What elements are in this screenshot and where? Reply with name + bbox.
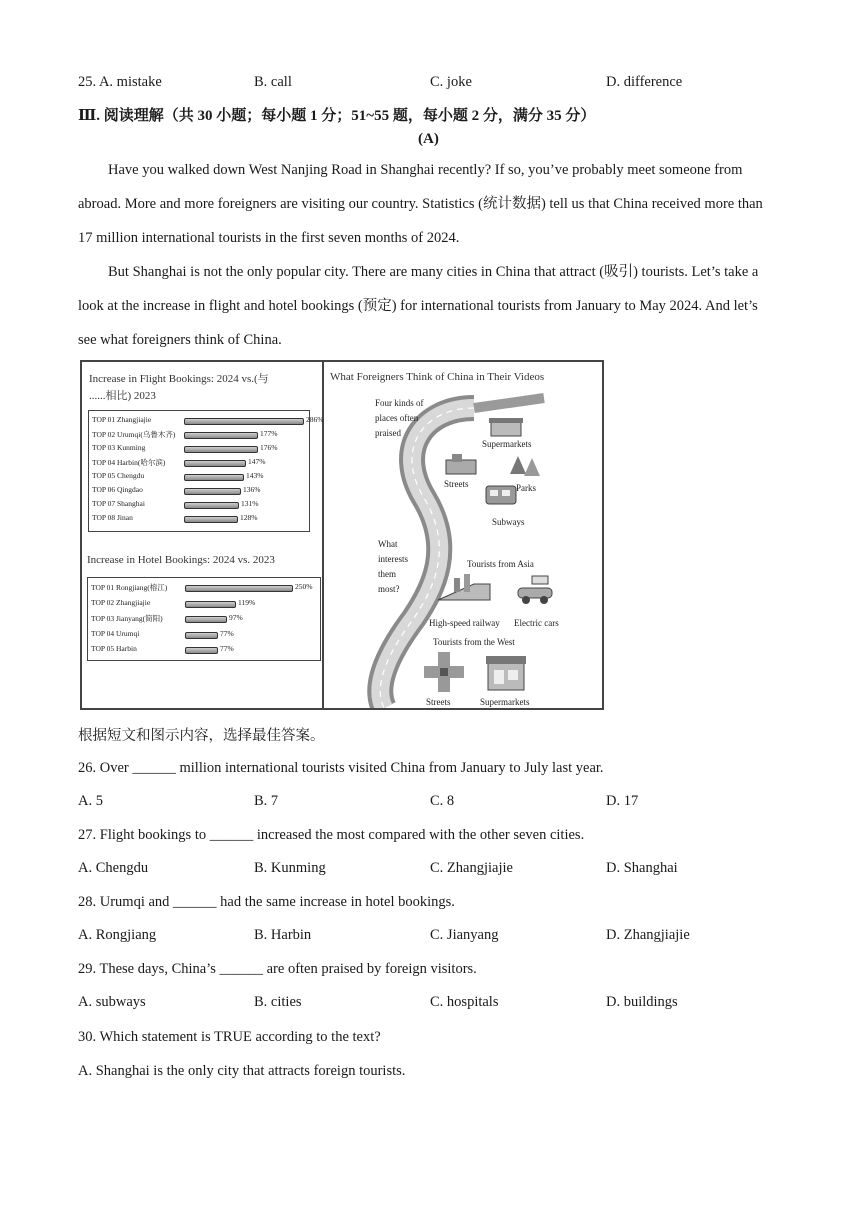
hotel-bar (185, 585, 293, 592)
supermarket-store-icon (484, 650, 528, 694)
question-26-option-b: B. 7 (254, 793, 279, 809)
tourists-west-label: Tourists from the West (433, 637, 515, 647)
flight-city-label: TOP 02 Urumqi(乌鲁木齐) (92, 430, 176, 439)
hotel-bar (185, 647, 218, 654)
flight-value-label: 136% (243, 485, 261, 494)
q25-option-c: C. joke (430, 74, 472, 90)
hotel-row (88, 598, 320, 612)
hotel-city-label: TOP 05 Harbin (91, 644, 137, 653)
interests-label-line3: them (378, 569, 396, 579)
hotel-value-label: 119% (238, 597, 256, 607)
flight-city-label: TOP 05 Chengdu (92, 471, 145, 480)
flight-city-label: TOP 04 Harbin(哈尔滨) (92, 458, 166, 467)
praised-label-line2: places often (375, 413, 419, 423)
flight-row (89, 429, 309, 443)
hotel-bar (185, 616, 227, 623)
railway-label: High-speed railway (429, 618, 500, 628)
infographic (80, 360, 604, 710)
question-29-option-b: B. cities (254, 994, 302, 1010)
flight-chart-title-line2: ......相比) 2023 (89, 390, 156, 402)
question-30-option-a: A. Shanghai is the only city that attracts foreign tourists. (78, 1063, 406, 1079)
question-27-stem: 27. Flight bookings to ______ increased the most compared with the other seven cities. (78, 827, 585, 843)
flight-city-label: TOP 06 Qingdao (92, 485, 143, 494)
praised-label-line3: praised (375, 428, 401, 438)
hotel-bookings-chart (87, 577, 321, 661)
passage-paragraph-2: But Shanghai is not the only popular city. There are many cities in China that attract (吸引) tourists. Let’s take a look at the increase in flight and hotel bookings (预定) for international tourists from January to May 2024. And let’s see what foreigners think of China. (78, 264, 759, 348)
hotel-row (88, 582, 320, 596)
flight-row (89, 471, 309, 485)
flight-row (89, 499, 309, 513)
interests-label-line4: most? (378, 584, 400, 594)
flight-row (89, 443, 309, 457)
flight-row (89, 513, 309, 527)
question-26-option-d: D. 17 (606, 793, 639, 809)
hotel-bar (185, 601, 236, 608)
hotel-value-label: 77% (220, 628, 234, 638)
instruction: 根据短文和图示内容，选择最佳答案。 (78, 728, 325, 744)
flight-bar (184, 474, 244, 481)
parks-icon (508, 454, 544, 482)
flight-bar (184, 502, 239, 509)
flight-value-label: 177% (260, 429, 278, 438)
high-speed-railway-icon (434, 574, 494, 608)
flight-value-label: 176% (260, 443, 278, 452)
flight-bar (184, 432, 258, 439)
question-29-option-a: A. subways (78, 994, 146, 1010)
question-28-option-d: D. Zhangjiajie (606, 927, 690, 943)
hotel-city-label: TOP 04 Urumqi (91, 628, 140, 638)
flight-row (89, 415, 324, 429)
subways-label: Subways (492, 517, 525, 527)
videos-title: What Foreigners Think of China in Their Videos (330, 371, 545, 383)
flight-value-label: 143% (246, 471, 264, 480)
flight-value-label: 286% (306, 415, 324, 424)
question-29-stem: 29. These days, China’s ______ are often praised by foreign visitors. (78, 961, 477, 977)
hotel-city-label: TOP 03 Jianyang(简阳) (91, 614, 163, 623)
q25-option-b: B. call (254, 74, 292, 90)
hotel-row (88, 644, 320, 658)
supermarket-building-icon (487, 414, 527, 438)
question-28-option-b: B. Harbin (254, 927, 312, 943)
question-26-option-a: A. 5 (78, 793, 103, 809)
flight-chart-title-line1: Increase in Flight Bookings: 2024 vs.(与 (89, 373, 269, 385)
tourists-asia-label: Tourists from Asia (467, 559, 534, 569)
flight-bar (184, 488, 241, 495)
supermarkets-label: Supermarkets (482, 439, 532, 449)
question-28-stem: 28. Urumqi and ______ had the same increase in hotel bookings. (78, 894, 455, 910)
passage-paragraph-1: Have you walked down West Nanjing Road in Shanghai recently? If so, you’ve probably meet someone from abroad. More and more foreigners are visiting our country. Statistics (统计数据) tell us that China received more than 17 million international tourists in the first seven months of 2024. (78, 162, 763, 246)
question-26-stem: 26. Over ______ million international tourists visited China from January to July last year. (78, 760, 604, 776)
electric-car-icon (514, 574, 558, 606)
flight-bar (184, 446, 258, 453)
question-30-stem: 30. Which statement is TRUE according to the text? (78, 1029, 381, 1045)
flight-bookings-chart (88, 410, 324, 532)
hotel-city-label: TOP 02 Zhangjiajie (91, 597, 151, 607)
question-29-option-c: C. hospitals (430, 994, 499, 1010)
flight-row (89, 485, 309, 499)
flight-city-label: TOP 03 Kunming (92, 443, 146, 452)
flight-city-label: TOP 08 Jinan (92, 513, 133, 522)
flight-city-label: TOP 01 Zhangjiajie (92, 415, 152, 424)
flight-row (89, 457, 309, 471)
question-26-option-c: C. 8 (430, 793, 455, 809)
parks-label: Parks (516, 483, 536, 493)
electric-cars-label: Electric cars (514, 618, 559, 628)
supermarkets-west-label: Supermarkets (480, 697, 530, 707)
hotel-chart-title: Increase in Hotel Bookings: 2024 vs. 2023 (87, 554, 275, 566)
question-28-option-a: A. Rongjiang (78, 927, 157, 943)
flight-city-label: TOP 07 Shanghai (92, 499, 145, 508)
hotel-value-label: 77% (220, 644, 234, 653)
hotel-city-label: TOP 01 Rongjiang(榕江) (91, 583, 168, 592)
question-29-option-d: D. buildings (606, 994, 678, 1010)
flight-value-label: 128% (240, 513, 258, 522)
streets-label: Streets (444, 479, 469, 489)
hotel-value-label: 97% (229, 613, 243, 622)
part-label: (A) (418, 131, 439, 147)
flight-value-label: 131% (241, 499, 259, 508)
hotel-row (88, 613, 320, 627)
flight-bar (184, 516, 238, 523)
question-27-option-d: D. Shanghai (606, 860, 678, 876)
streets-west-label: Streets (426, 697, 451, 707)
subways-icon (482, 482, 522, 516)
hotel-bar (185, 632, 218, 639)
flight-bar (184, 418, 304, 425)
interests-label-line2: interests (378, 554, 408, 564)
flight-value-label: 147% (248, 457, 266, 466)
q25-option-a: 25. A. mistake (78, 74, 162, 90)
praised-label-line1: Four kinds of (375, 398, 424, 408)
section-title: Ⅲ. 阅读理解（共 30 小题；每小题 1 分；51~55 题，每小题 2 分，满分 35 分） (78, 108, 596, 124)
streets-icon (444, 452, 480, 478)
question-27-option-a: A. Chengdu (78, 860, 149, 876)
flight-bar (184, 460, 246, 467)
q25-option-d: D. difference (606, 74, 683, 90)
question-28-option-c: C. Jianyang (430, 927, 499, 943)
hotel-row (88, 629, 320, 643)
streets-intersection-icon (424, 650, 464, 694)
interests-label-line1: What (378, 539, 398, 549)
question-27-option-c: C. Zhangjiajie (430, 860, 513, 876)
question-27-option-b: B. Kunming (254, 860, 326, 876)
hotel-value-label: 250% (295, 582, 313, 591)
